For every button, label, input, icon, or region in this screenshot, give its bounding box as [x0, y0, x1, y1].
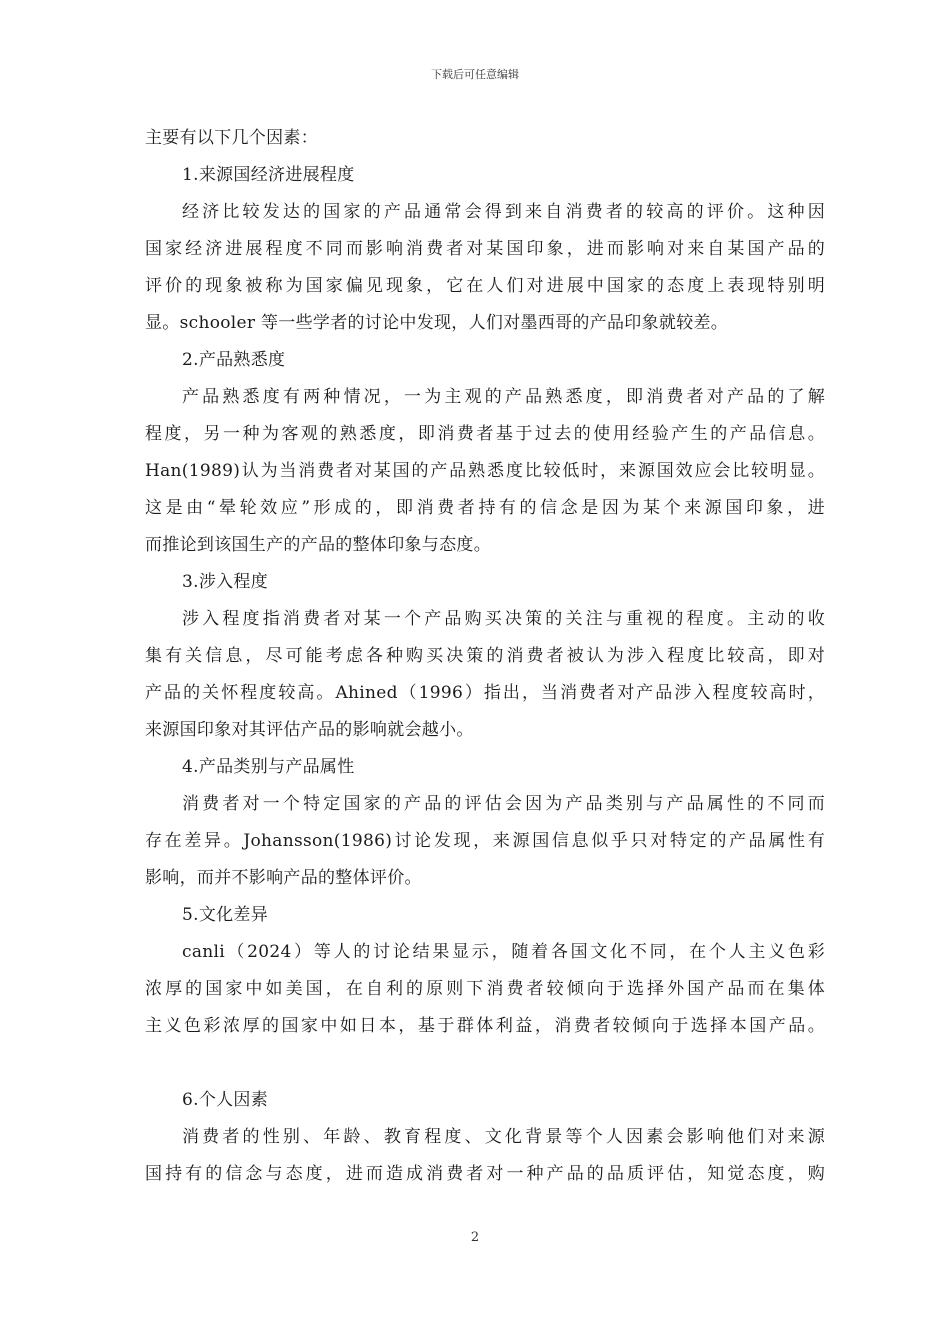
paragraph-line: 国持有的信念与态度，进而造成消费者对一种产品的品质评估，知觉态度，购	[145, 1164, 825, 1184]
document-body	[145, 120, 825, 1193]
section-heading: 4.产品类别与产品属性	[182, 757, 355, 777]
paragraph-line: 主义色彩浓厚的国家中如日本，基于群体利益，消费者较倾向于选择本国产品。	[145, 1016, 825, 1036]
paragraph-line: 浓厚的国家中如美国，在自利的原则下消费者较倾向于选择外国产品而在集体	[145, 979, 825, 999]
paragraph-line: 国家经济进展程度不同而影响消费者对某国印象，进而影响对来自某国产品的	[145, 239, 825, 259]
paragraph-line: 集有关信息，尽可能考虑各种购买决策的消费者被认为涉入程度比较高，即对	[145, 646, 825, 666]
section-heading: 6.个人因素	[182, 1090, 269, 1110]
page-number: 2	[470, 1230, 480, 1245]
paragraph-line: 程度，另一种为客观的熟悉度，即消费者基于过去的使用经验产生的产品信息。	[145, 424, 825, 444]
paragraph-line: Han(1989)认为当消费者对某国的产品熟悉度比较低时，来源国效应会比较明显。	[145, 461, 825, 481]
paragraph-line: 显。schooler 等一些学者的讨论中发现，人们对墨西哥的产品印象就较差。	[145, 313, 729, 333]
paragraph-line: 来源国印象对其评估产品的影响就会越小。	[145, 720, 474, 740]
paragraph-line: 产品的关怀程度较高。Ahined（1996）指出，当消费者对产品涉入程度较高时，	[145, 683, 825, 703]
intro-line: 主要有以下几个因素：	[145, 128, 318, 148]
section-heading: 5.文化差异	[182, 905, 269, 925]
paragraph-line: 评价的现象被称为国家偏见现象，它在人们对进展中国家的态度上表现特别明	[145, 276, 825, 296]
paragraph-line: 经济比较发达的国家的产品通常会得到来自消费者的较高的评价。这种因	[182, 202, 825, 222]
paragraph-line: 涉入程度指消费者对某一个产品购买决策的关注与重视的程度。主动的收	[182, 609, 825, 629]
paragraph-line: 存在差异。Johansson(1986)讨论发现，来源国信息似乎只对特定的产品属性有	[145, 831, 825, 851]
paragraph-line: 消费者的性别、年龄、教育程度、文化背景等个人因素会影响他们对来源	[182, 1127, 825, 1147]
page-header: 下载后可任意编辑	[431, 68, 519, 81]
paragraph-line: 产品熟悉度有两种情况，一为主观的产品熟悉度，即消费者对产品的了解	[182, 387, 825, 407]
blank-line	[145, 1045, 825, 1082]
paragraph-line: 这是由“晕轮效应”形成的，即消费者持有的信念是因为某个来源国印象，进	[145, 498, 825, 518]
section-heading: 1.来源国经济进展程度	[182, 165, 355, 185]
paragraph-line: canli（2024）等人的讨论结果显示，随着各国文化不同，在个人主义色彩	[182, 942, 825, 962]
section-heading: 2.产品熟悉度	[182, 350, 286, 370]
section-heading: 3.涉入程度	[182, 572, 269, 592]
paragraph-line: 影响，而并不影响产品的整体评价。	[145, 868, 422, 888]
paragraph-line: 消费者对一个特定国家的产品的评估会因为产品类别与产品属性的不同而	[182, 794, 825, 814]
paragraph-line: 而推论到该国生产的产品的整体印象与态度。	[145, 535, 491, 555]
